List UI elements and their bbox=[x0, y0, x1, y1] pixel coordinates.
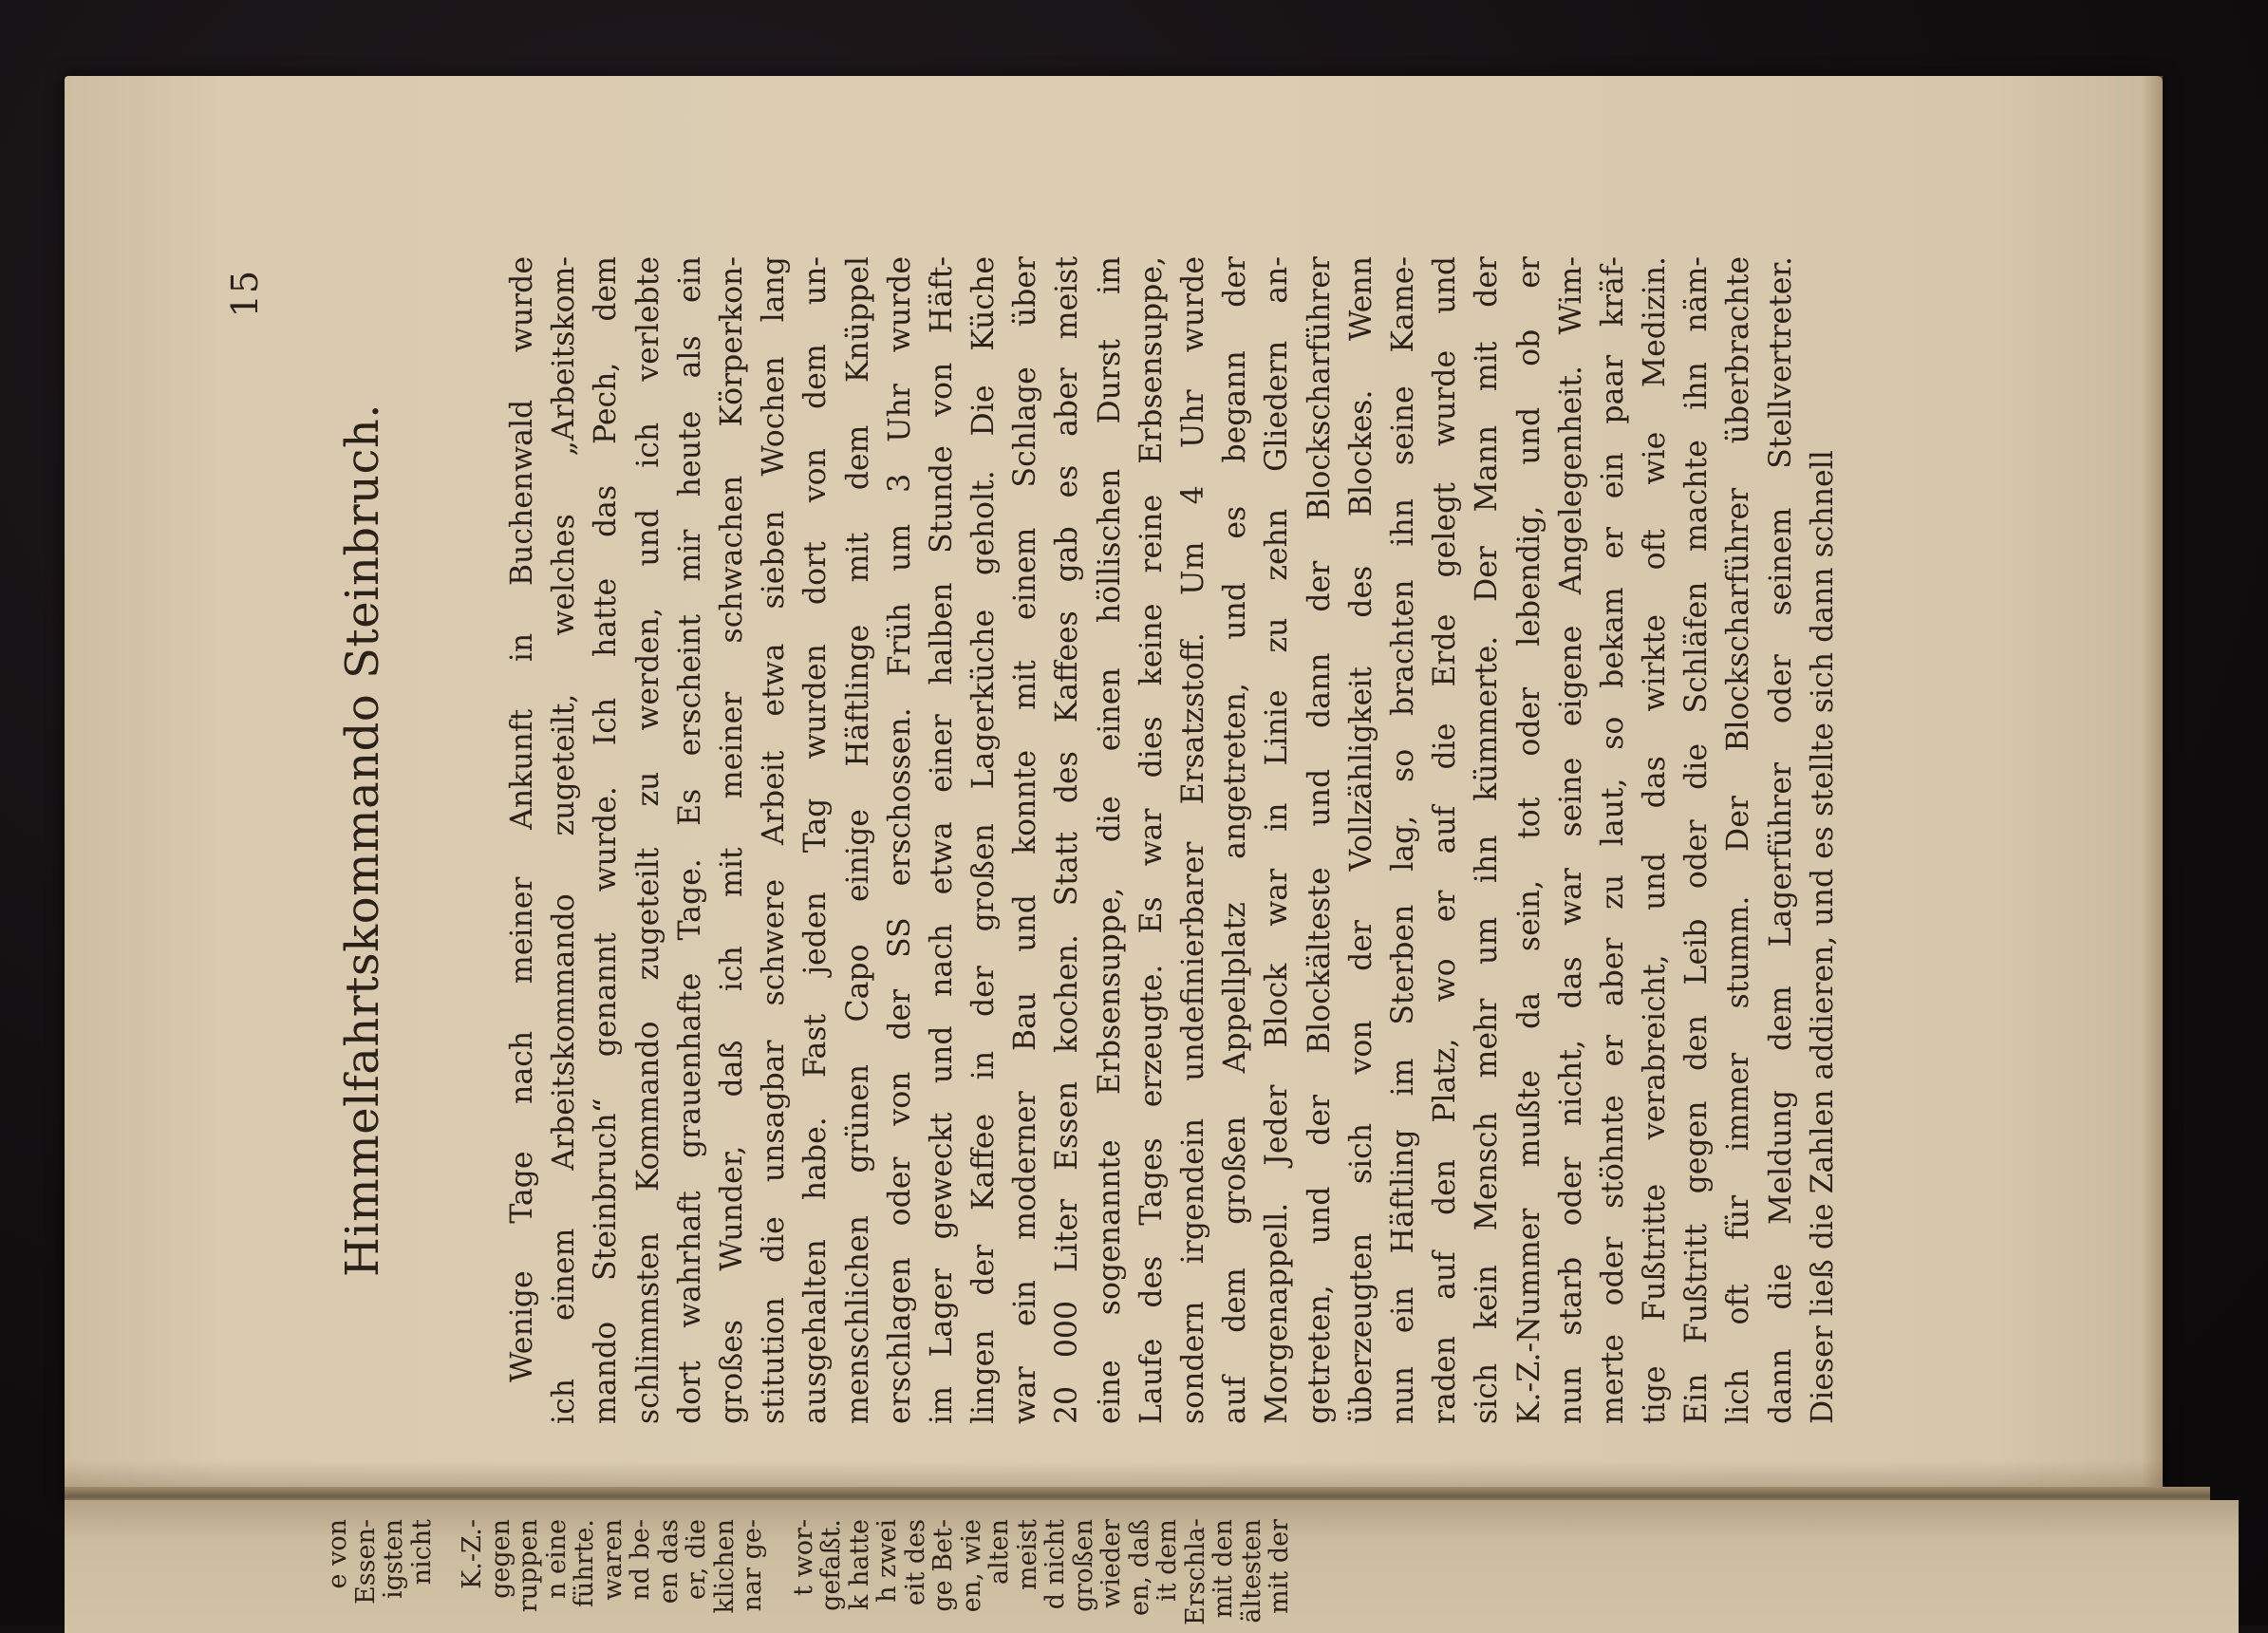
facing-text-line: k hatte bbox=[844, 1519, 874, 1611]
text-line: überzeugten sich von der Vollzähligkeit des Blockes. Wenn bbox=[1343, 256, 1378, 1424]
facing-text-line: h zwei bbox=[872, 1519, 902, 1603]
text-line: im Lager geweckt und nach etwa einer halben Stunde von Häft- bbox=[924, 256, 959, 1424]
text-line: eine sogenannte Erbsensuppe, die einen höllischen Durst im bbox=[1092, 256, 1127, 1424]
text-line: menschlichen grünen Capo einige Häftlinge mit dem Knüppel bbox=[840, 256, 875, 1424]
page-text-block bbox=[224, 256, 1895, 1424]
facing-text-line: ge Bet- bbox=[928, 1519, 958, 1612]
page-edge bbox=[2142, 76, 2163, 1500]
text-line: nun starb oder nicht, das war seine eigene Angelegenheit. Wim- bbox=[1553, 256, 1588, 1424]
text-line: dann die Meldung dem Lagerführer oder seinem Stellvertreter. bbox=[1763, 256, 1798, 1424]
text-line: dort wahrhaft grauenhafte Tage. Es erscheint mir heute als ein bbox=[672, 256, 707, 1424]
facing-text-line: großen bbox=[1068, 1519, 1098, 1612]
text-line: getreten, und der Blockälteste und dann der Blockscharführer bbox=[1302, 256, 1337, 1424]
facing-text-line: waren bbox=[597, 1519, 628, 1601]
facing-text-line: alten bbox=[984, 1519, 1014, 1585]
body-text bbox=[501, 256, 1844, 1424]
text-line: K.-Z.-Nummer mußte da sein, tot oder lebendig, und ob er bbox=[1511, 256, 1546, 1424]
facing-text-line: wieder bbox=[1097, 1519, 1126, 1608]
text-line: Dieser ließ die Zahlen addieren, und es stellte sich dann schnell bbox=[1805, 450, 1840, 1424]
text-line: tige Fußtritte verabreicht, und das wirkte oft wie Medizin. bbox=[1638, 256, 1673, 1424]
text-line: sich kein Mensch mehr um ihn kümmerte. Der Mann mit der bbox=[1470, 256, 1505, 1424]
facing-text-line: en, wie bbox=[956, 1519, 986, 1613]
facing-text-line: ruppen bbox=[514, 1519, 543, 1613]
facing-text-line: igsten bbox=[379, 1519, 408, 1599]
facing-text-line: mit den bbox=[1209, 1519, 1238, 1619]
text-line: war ein moderner Bau und konnte mit einem Schlage über bbox=[1008, 256, 1043, 1424]
facing-text-line: nar ge- bbox=[738, 1519, 767, 1612]
facing-text-line: nd be- bbox=[626, 1519, 655, 1601]
text-line: auf dem großen Appellplatz angetreten, und es begann der bbox=[1218, 256, 1253, 1424]
text-line: großes Wunder, daß ich mit meiner schwachen Körperkon- bbox=[714, 256, 749, 1424]
text-line: 20 000 Liter Essen kochen. Statt des Kaffees gab es aber meist bbox=[1050, 256, 1085, 1424]
facing-text-line: it dem bbox=[1153, 1519, 1182, 1602]
facing-text-line: ältesten bbox=[1236, 1519, 1266, 1624]
facing-text-line: en das bbox=[653, 1519, 684, 1605]
text-line: nun ein Häftling im Sterben lag, so brachten ihn seine Kame- bbox=[1385, 256, 1420, 1424]
chapter-title: Himmelfahrtskommando Steinbruch. bbox=[336, 403, 389, 1278]
text-line: stitution die unsagbar schwere Arbeit etwa sieben Wochen lang bbox=[757, 256, 792, 1424]
facing-text-line: Erschla- bbox=[1180, 1518, 1210, 1625]
text-line: lich oft für immer stumm. Der Blockscharführer überbrachte bbox=[1721, 256, 1756, 1424]
text-line: merte oder stöhnte er aber zu laut, so bekam er ein paar kräf- bbox=[1595, 256, 1630, 1424]
facing-text-line: gefaßt. bbox=[816, 1519, 846, 1611]
text-line: lingen der Kaffee in der großen Lagerküche geholt. Die Küche bbox=[966, 256, 1002, 1424]
text-line: schlimmsten Kommando zugeteilt zu werden, und ich verlebte bbox=[630, 256, 665, 1424]
text-line: Ein Fußtritt gegen den Leib oder die Schläfen machte ihn näm- bbox=[1679, 256, 1715, 1424]
facing-text-line: e von bbox=[323, 1519, 352, 1589]
facing-text-line: er, die bbox=[682, 1519, 711, 1600]
page-number: 15 bbox=[224, 270, 266, 318]
facing-text-line: führte. bbox=[570, 1519, 599, 1608]
facing-text-line: Essen- bbox=[350, 1519, 381, 1605]
facing-text-line: en, daß bbox=[1124, 1519, 1154, 1616]
text-line: sondern irgendein undefinierbarer Ersatzstoff. Um 4 Uhr wurde bbox=[1176, 256, 1210, 1424]
text-line: Morgenappell. Jeder Block war in Linie zu zehn Gliedern an- bbox=[1260, 256, 1295, 1424]
facing-text-line: K.-Z.- bbox=[458, 1519, 487, 1589]
facing-text-line: nicht bbox=[406, 1519, 437, 1586]
facing-text-line: d nicht bbox=[1040, 1519, 1070, 1610]
text-line: mando Steinbruch“ genannt wurde. Ich hatte das Pech, dem bbox=[589, 256, 624, 1424]
text-line: raden auf den Platz, wo er auf die Erde gelegt wurde und bbox=[1428, 256, 1463, 1424]
facing-text-line: klichen bbox=[709, 1519, 740, 1614]
text-line: Wenige Tage nach meiner Ankunft in Buchenwald wurde bbox=[505, 256, 539, 1382]
facing-text-line: gegen bbox=[485, 1519, 515, 1599]
facing-text-line: meist bbox=[1012, 1519, 1042, 1590]
facing-text-line: mit der bbox=[1265, 1519, 1294, 1614]
facing-text-line: n eine bbox=[541, 1519, 572, 1599]
text-line: ausgehalten habe. Fast jeden Tag wurden dort von dem un- bbox=[798, 256, 834, 1424]
text-line: ich einem Arbeitskommando zugeteilt, welches „Arbeitskom- bbox=[547, 256, 582, 1424]
facing-text-line: t wor- bbox=[788, 1519, 818, 1596]
text-line: erschlagen oder von der SS erschossen. Früh um 3 Uhr wurde bbox=[882, 256, 917, 1424]
facing-text-line: eit des bbox=[900, 1519, 930, 1606]
text-line: Laufe des Tages erzeugte. Es war dies keine reine Erbsensuppe, bbox=[1134, 256, 1169, 1424]
